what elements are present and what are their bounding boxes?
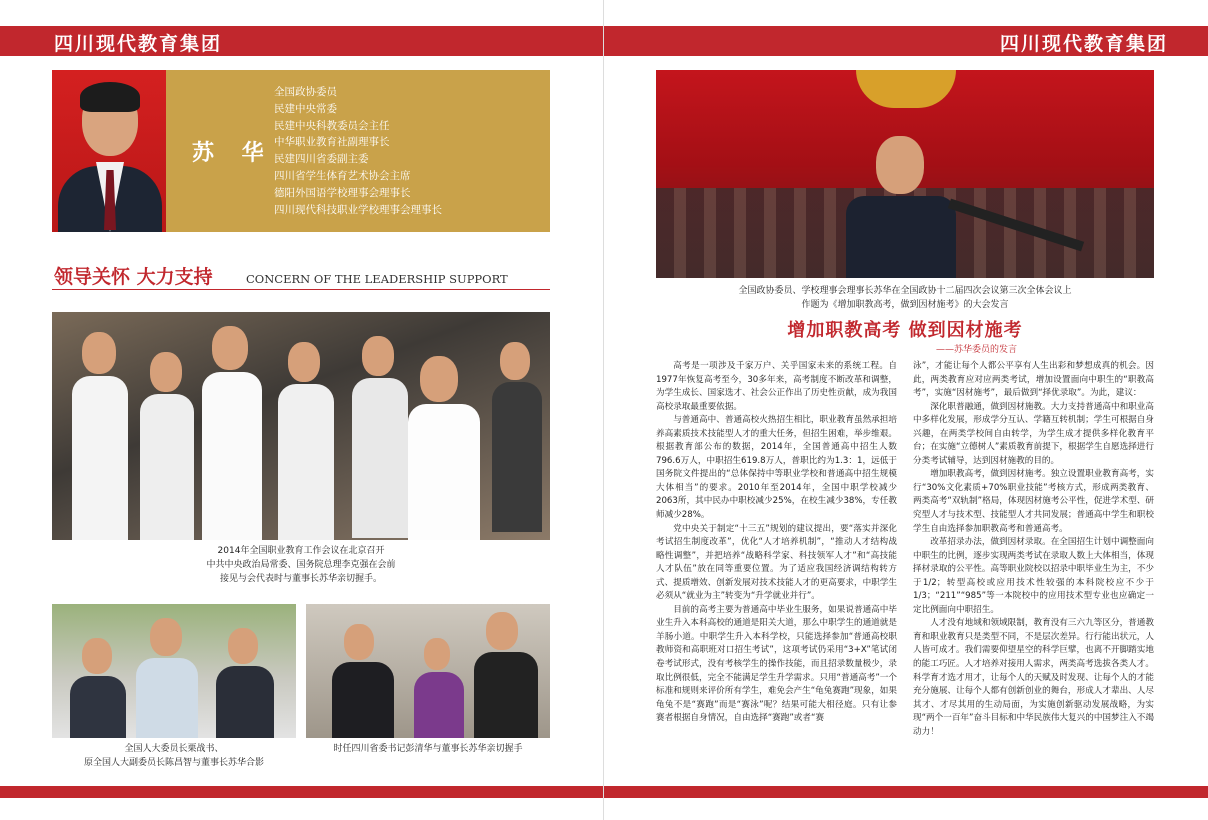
bottom-footer-band bbox=[0, 786, 1208, 798]
article-paragraph: 党中央关于制定“十三五”规划的建议提出，要“落实并深化考试招生制度改革”，优化“人才培养机制”，“推动人才结构战略性调整”，并把培养“战略科学家、科技领军人才”和“高技能人才队伍”放在同等重要位置。为了适应我国经济调结构转方式、提质增效、创新发展对技术技能人才的更高要求，中职学生必须从“就业为主”转变为“升学就业并行”。 bbox=[656, 523, 897, 602]
article-paragraph: 增加职教高考，做到因材施考。独立设置职业教育高考，实行“30%文化素质+70%职业技能”考核方式，形成两类教育、两类高考“双轨制”格局，体现因材施考公平性，促进学术型、研究型人才与技术型、技能型人才共同发展；普通高中学生和职校学生自由选择参加职教高考和普通高考。 bbox=[913, 469, 1154, 534]
profile-card bbox=[52, 70, 550, 232]
article-paragraph: 与普通高中、普通高校火热招生相比，职业教育虽然承担培养高素质技术技能型人才的重大任务，但招生困难，举步维艰。根据教育部公布的数据，2014年，全国普通高中招生人数796.6万人，中职招生619.8万人，普职比约为1.3：1，远低于国务院文件提出的“总体保持中等职业学校和普通高中招生规模大体相当”的要求。2010年至2014年，全国中职学校减少2063所，其中民办中职校减少25%，在校生减少38%，专任教师减少28%。 bbox=[656, 415, 897, 521]
profile-title: 四川省学生体育艺术协会主席 bbox=[274, 169, 411, 182]
profile-title: 民建中央常委 bbox=[274, 102, 337, 115]
section-heading bbox=[52, 262, 550, 290]
profile-title: 全国政协委员 bbox=[274, 86, 337, 98]
group-photo bbox=[52, 604, 296, 738]
article-paragraph: 人才没有地域和领域限制，教育没有三六九等区分，普通教育和职业教育只是类型不同，不是层次差异。行行能出状元，人人皆可成才。我们需要仰望星空的科学巨擘，也离不开脚踏实地的能工巧匠。人才培养对接用人需求，两类高考选拔各类人才。科学育才选才用才，让每个人的天赋及时发现、让每个人的才能充分施展、让每个人都有创新创业的舞台，形成人才辈出、人尽其才、才尽其用的生动局面，为实施创新驱动发展战略，为实现“两个一百年”奋斗目标和中华民族伟大复兴的中国梦注入不竭动力！ bbox=[913, 618, 1154, 737]
section-title-en: CONCERN OF THE LEADERSHIP SUPPORT bbox=[246, 272, 508, 286]
profile-title: 民建四川省委副主委 bbox=[274, 153, 369, 166]
profile-titles bbox=[274, 84, 442, 218]
article-paragraph: 泳”，才能让每个人都公平享有人生出彩和梦想成真的机会。因此，两类教育应对应两类考试，增加设置面向中职生的“职教高考”，实施“因材施考”，最后做到“择优录取”。为此，建议： bbox=[913, 361, 1154, 399]
profile-title: 德阳外国语学校理事会理事长 bbox=[274, 186, 411, 199]
article-paragraph: 改革招录办法，做到因材录取。在全国招生计划中调整面向中职生的比例，逐步实现两类考试在录取人数上大体相当，体现择材录取的公平性。高等职业院校以招录中职毕业生为主，不少于1/2；转型高校或应用技术性较强的本科院校应不少于1/3；“211”“985”等一本院校中的应用技术型专业也应确定一定比例面向中职招生。 bbox=[913, 537, 1154, 615]
main-photo-caption: 2014年全国职业教育工作会议在北京召开 中共中央政治局常委、国务院总理李克强在会前 接见与会代表时与董事长苏华亲切握手。 bbox=[206, 546, 396, 584]
article-paragraph: 目前的高考主要为普通高中毕业生服务，如果说普通高中毕业生升入本科高校的通道是阳关大道，那么中职学生的通道就是羊肠小道。中职学生升入本科学校，只能选择参加“普通高校职教师资和高职班对口招生考试”，这项考试仍采用“3+X”笔试闭卷考试形式，没有考核学生的操作技能，而且招录数量极少，录取比例很低，完全不能满足学生升学需求。只用“普通高考”一个标准和规则来评价所有学生，难免会产生“龟兔赛跑”现象，如果龟兔不是“赛跑”而是“赛泳”呢？结果可能大相径庭。只有让参赛者根据自身情况，自由选择“赛跑”或者“赛 bbox=[656, 604, 897, 724]
group-photo-caption: 全国人大委员长栗战书、 原全国人大副委员长陈昌智与董事长苏华合影 bbox=[83, 744, 264, 768]
article-subtitle: ——苏华委员的发言 bbox=[936, 345, 1018, 355]
profile-title: 四川现代科技职业学校理事会理事长 bbox=[274, 203, 442, 216]
conference-photo-caption: 全国政协委员、学校理事会理事长苏华在全国政协十二届四次会议第三次全体会议上 作题为《增加职教高考，做到因材施考》的大会发言 bbox=[738, 286, 1072, 310]
profile-title: 民建中央科教委员会主任 bbox=[274, 119, 390, 132]
article-column-2 bbox=[913, 360, 1154, 739]
brand-left: 四川现代教育集团 bbox=[54, 33, 223, 55]
article-title: 增加职教高考 做到因材施考 bbox=[787, 320, 1023, 341]
section-title-cn: 领导关怀 大力支持 bbox=[54, 266, 213, 288]
handshake-meeting-photo bbox=[52, 312, 550, 540]
article-paragraph: 深化职普融通，做到因材施教。大力支持普通高中和职业高中多样化发展，形成学分互认、学籍互转机制；学生可根据自身兴趣，在两类学校间自由转学，为学生成才提供多样化教育平台；在实施“立德树人”素质教育前提下，根据学生自愿选择进行分类考试辅导，达到因材施教的目的。 bbox=[913, 401, 1154, 466]
handshake-photo-2 bbox=[306, 604, 550, 738]
page-gutter bbox=[603, 0, 604, 820]
profile-title: 中华职业教育社副理事长 bbox=[274, 136, 390, 149]
profile-name: 苏 华 bbox=[192, 141, 274, 166]
top-header-band bbox=[0, 26, 1208, 56]
article-column-1 bbox=[656, 360, 897, 726]
handshake-photo-2-caption: 时任四川省委书记彭清华与董事长苏华亲切握手 bbox=[333, 744, 523, 754]
conference-speech-photo bbox=[656, 70, 1154, 278]
brand-right: 四川现代教育集团 bbox=[999, 33, 1168, 55]
portrait-photo bbox=[52, 70, 166, 232]
article-paragraph: 高考是一项涉及千家万户、关乎国家未来的系统工程。自1977年恢复高考至今，30多年来，高考制度不断改革和调整，为学生成长、国家选才、社会公正作出了历史性贡献，成为我国高校录取最重要依据。 bbox=[656, 361, 897, 412]
